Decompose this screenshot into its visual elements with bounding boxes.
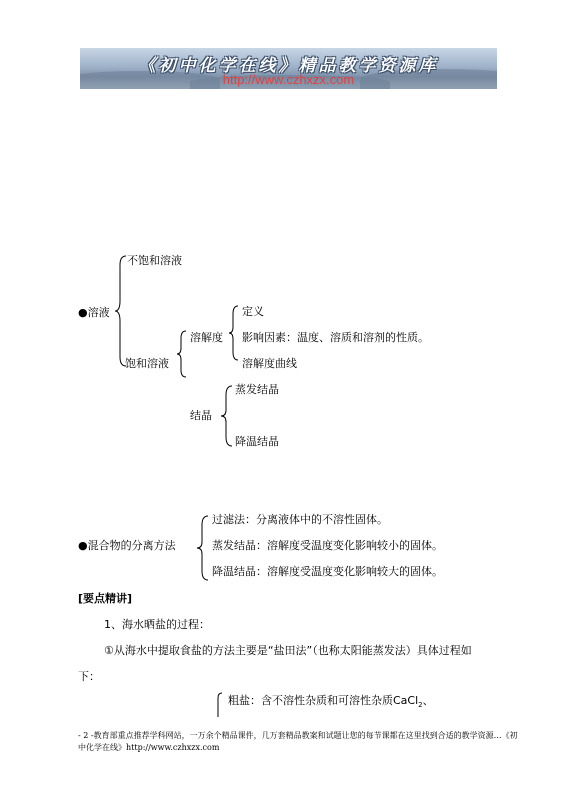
header-banner xyxy=(80,48,497,89)
crude-salt-text: 粗盐：含不溶性杂质和可溶性杂质CaCl xyxy=(228,694,419,707)
solution-bullet-label: ●溶液 xyxy=(78,306,110,319)
saturated-brace xyxy=(176,330,188,378)
crude-salt-tail: 、 xyxy=(422,694,434,707)
cooling-crystallization-label: 降温结晶 xyxy=(235,435,279,448)
evaporation-method: 蒸发结晶：溶解度受温度变化影响较小的固体。 xyxy=(212,539,443,552)
crude-salt-line xyxy=(228,694,434,712)
crude-salt-subscript: 2 xyxy=(418,701,423,710)
solution-brace xyxy=(114,255,128,367)
banner-title: 《初中化学在线》精品教学资源库 xyxy=(138,56,439,76)
evaporation-crystallization-label: 蒸发结晶 xyxy=(235,383,279,396)
solubility-curve-label: 溶解度曲线 xyxy=(242,357,297,370)
banner-url[interactable]: http://www.czhxzx.com xyxy=(222,72,355,87)
crystallization-label: 结晶 xyxy=(190,409,212,422)
crystallization-brace xyxy=(220,385,234,447)
salt-process-paragraph-line1: ①从海水中提取食盐的方法主要是“盐田法”（也称太阳能蒸发法）具体过程如 xyxy=(104,644,472,657)
unsaturated-solution-label: 不饱和溶液 xyxy=(127,254,182,267)
key-point-item-1: 1、海水晒盐的过程： xyxy=(104,618,210,631)
filtration-method: 过滤法：分离液体中的不溶性固体。 xyxy=(212,513,388,526)
saturated-solution-label: 饱和溶液 xyxy=(125,357,169,370)
crude-salt-brace xyxy=(214,692,224,718)
solubility-brace xyxy=(228,305,240,361)
influence-factors-label: 影响因素：温度、溶质和溶剂的性质。 xyxy=(242,331,429,344)
key-points-heading: [要点精讲] xyxy=(78,592,133,605)
separation-brace xyxy=(196,515,210,581)
salt-process-paragraph-line2: 下： xyxy=(78,670,100,683)
page-footer: - 2 -教育部重点推荐学科网站，一万余个精品课件，几万套精品教案和试题让您的每节课都在这里找到合适的教学资源…《初中化学在线》http://www.czhxzx.com xyxy=(78,731,518,752)
solubility-label: 溶解度 xyxy=(190,331,223,344)
separation-bullet-label: ●混合物的分离方法 xyxy=(78,539,176,552)
definition-label: 定义 xyxy=(242,305,264,318)
cooling-method: 降温结晶：溶解度受温度变化影响较大的固体。 xyxy=(212,565,443,578)
